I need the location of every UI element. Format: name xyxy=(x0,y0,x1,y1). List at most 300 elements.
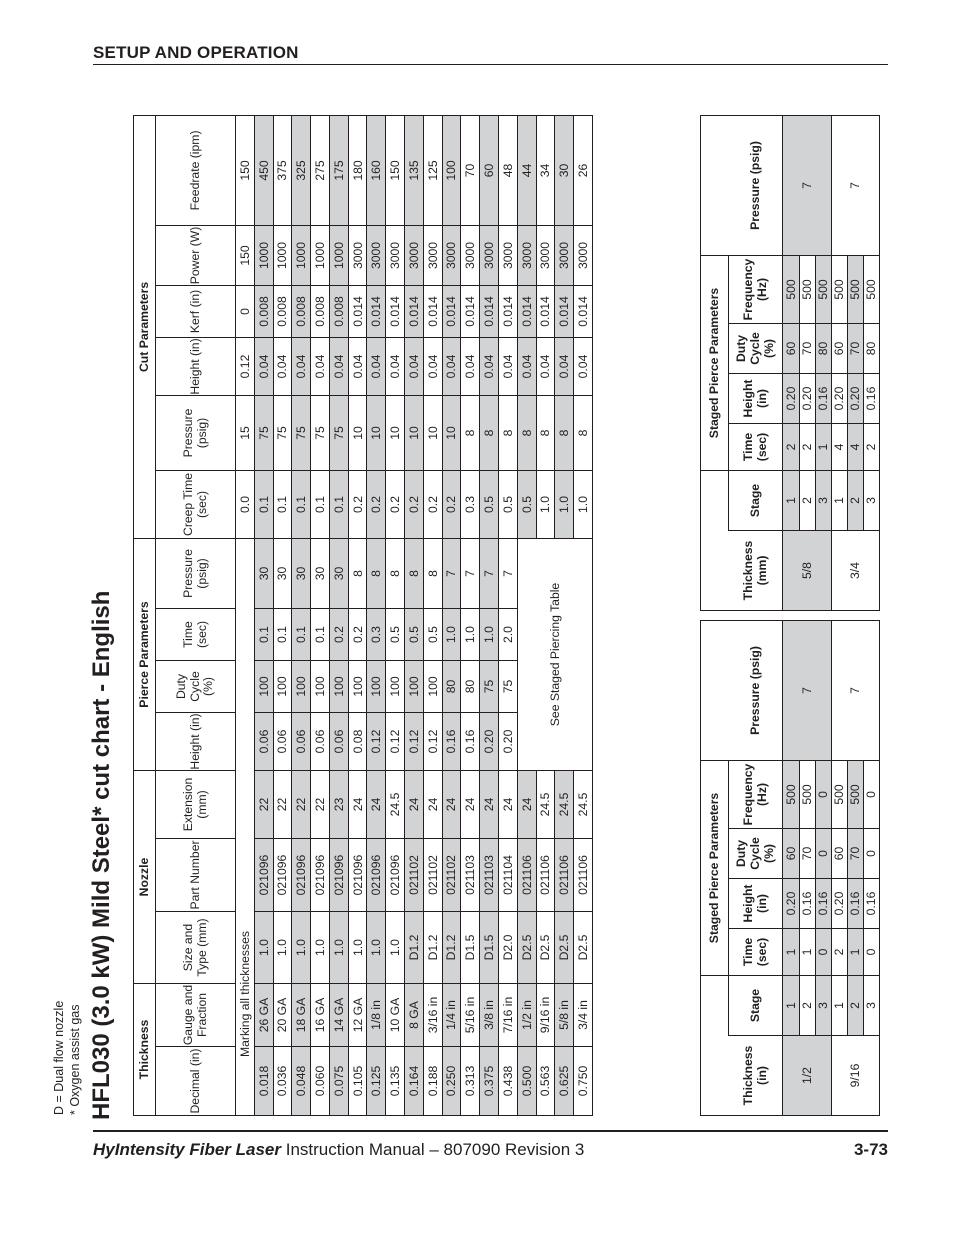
table-cell: 1.0 xyxy=(292,912,311,984)
table-cell: 021102 xyxy=(405,839,424,912)
table-cell: 021104 xyxy=(498,839,517,912)
table-cell: 0.16 xyxy=(863,879,879,929)
table-cell: 150 xyxy=(386,115,405,225)
table-cell: 75 xyxy=(311,395,330,470)
table-row xyxy=(498,115,517,1115)
table-cell: 500 xyxy=(783,760,799,828)
table-cell: 30 xyxy=(292,538,311,608)
col-header: Time (sec) xyxy=(729,424,783,471)
table-cell: 021106 xyxy=(555,839,574,912)
table-cell: 0.2 xyxy=(442,470,461,538)
table-cell: 30 xyxy=(254,538,273,608)
table-cell: 150 xyxy=(236,225,255,285)
table-cell: 1.0 xyxy=(311,912,330,984)
table-cell: D1.5 xyxy=(480,912,499,984)
table-cell: 24 xyxy=(480,771,499,839)
table-cell: 0.20 xyxy=(831,374,847,424)
chart-title: HFL030 (3.0 kW) Mild Steel* cut chart - English xyxy=(88,590,115,1120)
table-row xyxy=(348,115,367,1115)
table-cell: 021096 xyxy=(329,839,348,912)
table-row xyxy=(480,115,499,1115)
table-cell: 0.2 xyxy=(348,609,367,661)
col-header: Thickness (in) xyxy=(729,1036,783,1116)
table-cell: 0.563 xyxy=(536,1047,555,1116)
table-cell: 4 xyxy=(831,424,847,471)
cut-chart-table xyxy=(133,115,593,1116)
table-cell: 500 xyxy=(863,255,879,323)
table-cell: 0.04 xyxy=(367,337,386,395)
table-cell: 3/8 in xyxy=(480,984,499,1047)
table-cell: 0.500 xyxy=(517,1047,536,1116)
table-cell: 1 xyxy=(783,929,799,976)
col-header: Frequency (Hz) xyxy=(729,255,783,323)
table-cell: 100 xyxy=(367,661,386,713)
table-cell: 10 xyxy=(348,395,367,470)
table-cell: 0.20 xyxy=(498,713,517,771)
table-cell: 175 xyxy=(329,115,348,225)
table-cell: 23 xyxy=(329,771,348,839)
table-cell: 0.5 xyxy=(498,470,517,538)
table-cell: 0.2 xyxy=(386,470,405,538)
table-cell: 100 xyxy=(273,661,292,713)
table-cell: 3000 xyxy=(367,225,386,285)
table-cell: 0 xyxy=(863,760,879,828)
table-cell: 8 xyxy=(536,395,555,470)
table-cell: 0.1 xyxy=(329,470,348,538)
table-cell: 500 xyxy=(831,255,847,323)
table-cell: 500 xyxy=(847,255,863,323)
table-cell: 70 xyxy=(461,115,480,225)
table-cell: 0.1 xyxy=(292,609,311,661)
table-row xyxy=(386,115,405,1115)
table-row-marking xyxy=(236,115,255,1115)
table-cell: 0.3 xyxy=(367,609,386,661)
table-cell: 1.0 xyxy=(555,470,574,538)
table-cell: 0.014 xyxy=(517,285,536,337)
table-cell: 0 xyxy=(236,285,255,337)
table-cell: 3000 xyxy=(442,225,461,285)
table-row xyxy=(442,115,461,1115)
table-cell: 5/16 in xyxy=(461,984,480,1047)
table-cell: 0.014 xyxy=(405,285,424,337)
table-cell: 18 GA xyxy=(292,984,311,1047)
table-cell: 0.1 xyxy=(254,470,273,538)
table-cell: 0 xyxy=(815,929,831,976)
table-cell: 0.313 xyxy=(461,1047,480,1116)
table-cell: 160 xyxy=(367,115,386,225)
table-cell: 0.04 xyxy=(442,337,461,395)
table-cell: 8 xyxy=(517,395,536,470)
table-cell: 8 xyxy=(423,538,442,608)
table-cell: 8 xyxy=(574,395,593,470)
table-cell: 24 xyxy=(348,771,367,839)
table-cell: 3000 xyxy=(498,225,517,285)
table-cell: 450 xyxy=(254,115,273,225)
table-cell: 1.0 xyxy=(254,912,273,984)
table-cell: 3/4 in xyxy=(574,984,593,1047)
table-cell: 0.008 xyxy=(311,285,330,337)
table-cell: 0.008 xyxy=(273,285,292,337)
col-header: Decimal (in) xyxy=(156,1047,236,1116)
table-cell: 0.018 xyxy=(254,1047,273,1116)
table-cell: 0.20 xyxy=(799,374,815,424)
table-cell: 180 xyxy=(348,115,367,225)
pressure-cell: 7 xyxy=(783,620,831,760)
table-cell: 0.135 xyxy=(386,1047,405,1116)
table-cell: 8 xyxy=(498,395,517,470)
table-cell: 0.048 xyxy=(292,1047,311,1116)
table-cell: 75 xyxy=(292,395,311,470)
table-cell: 1.0 xyxy=(386,912,405,984)
table-cell: 15 xyxy=(236,395,255,470)
table-cell: 8 xyxy=(555,395,574,470)
group-nozzle: Nozzle xyxy=(134,771,156,984)
table-cell: 0.1 xyxy=(311,470,330,538)
table-cell: 0.04 xyxy=(405,337,424,395)
table-cell: 0.5 xyxy=(517,470,536,538)
table-cell: 021096 xyxy=(273,839,292,912)
table-cell: 24 xyxy=(498,771,517,839)
table-cell: 1/4 in xyxy=(442,984,461,1047)
table-cell: 8 xyxy=(367,538,386,608)
table-cell: 500 xyxy=(831,760,847,828)
table-cell: 1000 xyxy=(292,225,311,285)
table-cell: 1.0 xyxy=(536,470,555,538)
table-row xyxy=(292,115,311,1115)
table-cell: 0.2 xyxy=(348,470,367,538)
header-row xyxy=(701,115,729,610)
table-cell: 7 xyxy=(498,538,517,608)
table-cell: 10 xyxy=(423,395,442,470)
table-cell: 3 xyxy=(815,976,831,1036)
table-cell: 100 xyxy=(292,661,311,713)
table-cell: 3000 xyxy=(555,225,574,285)
table-cell: 021103 xyxy=(480,839,499,912)
table-cell: 22 xyxy=(311,771,330,839)
table-cell: 26 xyxy=(574,115,593,225)
table-cell: 3 xyxy=(815,471,831,531)
table-cell: 70 xyxy=(847,829,863,879)
table-cell: 9/16 in xyxy=(536,984,555,1047)
table-cell: 70 xyxy=(847,324,863,374)
table-cell: 0.04 xyxy=(536,337,555,395)
table-cell: 021096 xyxy=(348,839,367,912)
table-cell: 0.036 xyxy=(273,1047,292,1116)
table-cell: 0.04 xyxy=(292,337,311,395)
table-cell: 14 GA xyxy=(329,984,348,1047)
table-cell: 0.5 xyxy=(405,609,424,661)
table-row xyxy=(517,115,536,1115)
col-header: Pressure (psig) xyxy=(156,395,236,470)
col-header: Thickness (mm) xyxy=(729,531,783,611)
table-cell: 5/8 in xyxy=(555,984,574,1047)
table-cell: 22 xyxy=(254,771,273,839)
table-cell: 80 xyxy=(442,661,461,713)
table-cell: 1 xyxy=(783,471,799,531)
table-cell: 3 xyxy=(863,471,879,531)
header-row xyxy=(729,115,783,610)
table-cell: 0.014 xyxy=(574,285,593,337)
table-cell: 24.5 xyxy=(386,771,405,839)
table-cell: 0.2 xyxy=(367,470,386,538)
table-row xyxy=(254,115,273,1115)
table-cell: 3000 xyxy=(348,225,367,285)
table-cell: 10 GA xyxy=(386,984,405,1047)
table-cell: 021106 xyxy=(574,839,593,912)
table-cell: 1.0 xyxy=(348,912,367,984)
table-cell: 0.014 xyxy=(536,285,555,337)
table-cell: 0.20 xyxy=(831,879,847,929)
footer-brand: HyIntensity Fiber Laser xyxy=(93,1140,282,1159)
table-cell: 1 xyxy=(847,929,863,976)
table-cell: 375 xyxy=(273,115,292,225)
col-header: Duty Cycle (%) xyxy=(729,324,783,374)
page-number: 3-73 xyxy=(853,1140,888,1159)
table-cell: 3000 xyxy=(517,225,536,285)
table-cell: 4 xyxy=(847,424,863,471)
col-header: Duty Cycle (%) xyxy=(729,829,783,879)
table-cell: 2 xyxy=(863,424,879,471)
table-cell: 500 xyxy=(799,255,815,323)
table-cell: 3000 xyxy=(574,225,593,285)
staged-piercing-note: See Staged Piercing Table xyxy=(517,538,592,770)
table-cell: D1.2 xyxy=(423,912,442,984)
staged-pierce-table-inch xyxy=(700,620,880,1116)
table-cell: 500 xyxy=(799,760,815,828)
table-cell: 1.0 xyxy=(273,912,292,984)
table-cell: 0.12 xyxy=(236,337,255,395)
footer xyxy=(93,1140,584,1160)
table-cell: 150 xyxy=(236,115,255,225)
header-spacer xyxy=(701,976,729,1116)
col-header: Height (in) xyxy=(156,337,236,395)
table-row xyxy=(461,115,480,1115)
group-staged-pierce: Staged Pierce Parameters xyxy=(701,760,729,975)
table-cell: 0.060 xyxy=(311,1047,330,1116)
table-cell: 0.08 xyxy=(348,713,367,771)
table-cell: 0.105 xyxy=(348,1047,367,1116)
table-cell: 80 xyxy=(461,661,480,713)
col-header: Pressure (psig) xyxy=(729,620,783,760)
table-cell: 10 xyxy=(367,395,386,470)
table-cell: 7 xyxy=(442,538,461,608)
table-cell: 60 xyxy=(831,829,847,879)
table-cell: 10 xyxy=(405,395,424,470)
table-cell: 24.5 xyxy=(536,771,555,839)
table-cell: 24 xyxy=(461,771,480,839)
table-cell: D1.2 xyxy=(405,912,424,984)
table-cell: 70 xyxy=(799,324,815,374)
table-cell: 0.188 xyxy=(423,1047,442,1116)
table-cell: 0.06 xyxy=(292,713,311,771)
table-cell: 2.0 xyxy=(498,609,517,661)
table-cell: 1 xyxy=(799,929,815,976)
pressure-cell: 7 xyxy=(831,115,879,255)
col-header: Height (in) xyxy=(729,374,783,424)
table-cell: 24 xyxy=(367,771,386,839)
table-cell: 100 xyxy=(386,661,405,713)
table-cell: 2 xyxy=(847,976,863,1036)
table-cell: 20 GA xyxy=(273,984,292,1047)
table-cell: 0.06 xyxy=(254,713,273,771)
table-cell: 135 xyxy=(405,115,424,225)
table-cell: 24 xyxy=(423,771,442,839)
table-cell: 75 xyxy=(273,395,292,470)
pressure-cell: 7 xyxy=(783,115,831,255)
table-cell: 80 xyxy=(863,324,879,374)
table-cell: 0.06 xyxy=(273,713,292,771)
table-cell: 60 xyxy=(831,324,847,374)
table-cell: 0.125 xyxy=(367,1047,386,1116)
table-row xyxy=(783,620,799,1115)
thickness-cell: 1/2 xyxy=(783,1036,831,1116)
table-cell: 0.04 xyxy=(329,337,348,395)
table-cell: 24 xyxy=(405,771,424,839)
table-cell: 0.12 xyxy=(367,713,386,771)
table-cell: D2.5 xyxy=(574,912,593,984)
table-cell: 0.16 xyxy=(442,713,461,771)
table-cell: 0.20 xyxy=(783,879,799,929)
header-spacer xyxy=(701,471,729,611)
col-header: Kerf (in) xyxy=(156,285,236,337)
table-cell: 021096 xyxy=(292,839,311,912)
table-cell: 0.625 xyxy=(555,1047,574,1116)
table-cell: 100 xyxy=(442,115,461,225)
table-cell: 021096 xyxy=(311,839,330,912)
col-header: Size and Type (mm) xyxy=(156,912,236,984)
table-cell: 100 xyxy=(254,661,273,713)
table-cell: 021103 xyxy=(461,839,480,912)
table-cell: 1000 xyxy=(273,225,292,285)
table-cell: 0.014 xyxy=(423,285,442,337)
table-cell: 22 xyxy=(292,771,311,839)
table-cell: 0.075 xyxy=(329,1047,348,1116)
table-cell: 0.06 xyxy=(329,713,348,771)
table-cell: 1000 xyxy=(329,225,348,285)
table-cell: 1/2 in xyxy=(517,984,536,1047)
table-cell: 0.014 xyxy=(498,285,517,337)
footer-text: Instruction Manual – 807090 Revision 3 xyxy=(285,1140,585,1159)
marking-label: Marking all thicknesses xyxy=(236,538,255,1115)
col-header: Power (W) xyxy=(156,225,236,285)
table-cell: 0.438 xyxy=(498,1047,517,1116)
table-cell: 0.3 xyxy=(461,470,480,538)
table-cell: 24 xyxy=(442,771,461,839)
table-cell: 1000 xyxy=(311,225,330,285)
table-cell: 0.20 xyxy=(783,374,799,424)
table-cell: 3000 xyxy=(480,225,499,285)
table-cell: 75 xyxy=(498,661,517,713)
table-cell: 1000 xyxy=(254,225,273,285)
table-cell: 8 xyxy=(405,538,424,608)
table-cell: 021096 xyxy=(386,839,405,912)
header-row xyxy=(701,620,729,1115)
table-cell: 0.2 xyxy=(329,609,348,661)
table-cell: 0.16 xyxy=(863,374,879,424)
table-cell: 2 xyxy=(799,471,815,531)
table-cell: 0 xyxy=(863,829,879,879)
table-cell: 0.04 xyxy=(348,337,367,395)
table-cell: 0.014 xyxy=(367,285,386,337)
table-cell: 100 xyxy=(405,661,424,713)
table-cell: 0.2 xyxy=(423,470,442,538)
table-cell: 1 xyxy=(831,976,847,1036)
table-cell: 0 xyxy=(863,929,879,976)
table-cell: 021096 xyxy=(254,839,273,912)
table-cell: 325 xyxy=(292,115,311,225)
table-cell: 0.04 xyxy=(480,337,499,395)
group-staged-pierce: Staged Pierce Parameters xyxy=(701,255,729,470)
col-header: Height (in) xyxy=(729,879,783,929)
table-row xyxy=(329,115,348,1115)
table-cell: 0.014 xyxy=(442,285,461,337)
table-cell: 3 xyxy=(863,976,879,1036)
table-cell: 0.04 xyxy=(311,337,330,395)
table-cell: 2 xyxy=(799,424,815,471)
table-cell: 100 xyxy=(348,661,367,713)
table-cell: 0.16 xyxy=(799,879,815,929)
table-cell: 0.5 xyxy=(386,609,405,661)
col-header: Time (sec) xyxy=(156,609,236,661)
table-cell: 1.0 xyxy=(329,912,348,984)
table-cell: 0.1 xyxy=(273,609,292,661)
col-header: Duty Cycle (%) xyxy=(156,661,236,713)
table-cell: 0.014 xyxy=(480,285,499,337)
col-header: Pressure (psig) xyxy=(156,538,236,608)
table-cell: 2 xyxy=(831,929,847,976)
table-row xyxy=(783,115,799,610)
table-cell: 60 xyxy=(783,324,799,374)
header-spacer xyxy=(701,115,729,255)
table-cell: 30 xyxy=(329,538,348,608)
table-cell: 24.5 xyxy=(555,771,574,839)
staged-table-2-rotated xyxy=(700,116,880,611)
table-cell: 8 GA xyxy=(405,984,424,1047)
table-cell: 70 xyxy=(799,829,815,879)
col-header: Time (sec) xyxy=(729,929,783,976)
table-cell: 3/16 in xyxy=(423,984,442,1047)
group-pierce: Pierce Parameters xyxy=(134,538,156,770)
header-spacer xyxy=(701,620,729,760)
table-cell: 75 xyxy=(329,395,348,470)
table-cell: D1.2 xyxy=(442,912,461,984)
table-cell: 500 xyxy=(847,760,863,828)
table-row xyxy=(831,115,847,610)
footer-rule xyxy=(93,1130,888,1132)
table-row xyxy=(405,115,424,1115)
table-cell: 0.1 xyxy=(254,609,273,661)
col-header: Stage xyxy=(729,471,783,531)
table-row xyxy=(423,115,442,1115)
table-cell: 0.2 xyxy=(405,470,424,538)
table-cell: 0.014 xyxy=(555,285,574,337)
table-cell: 0.04 xyxy=(386,337,405,395)
table-cell: 2 xyxy=(783,424,799,471)
col-header: Feedrate (ipm) xyxy=(156,115,236,225)
table-cell: 2 xyxy=(799,976,815,1036)
pressure-cell: 7 xyxy=(831,620,879,760)
table-cell: 0.014 xyxy=(461,285,480,337)
table-cell: 44 xyxy=(517,115,536,225)
table-cell: 24 xyxy=(517,771,536,839)
table-cell: 1.0 xyxy=(367,912,386,984)
table-cell: D2.5 xyxy=(536,912,555,984)
oxygen-note: * Oxygen assist gas xyxy=(68,1004,82,1115)
table-cell: 0.008 xyxy=(329,285,348,337)
table-cell: 100 xyxy=(311,661,330,713)
table-cell: 021106 xyxy=(517,839,536,912)
table-cell: 0.008 xyxy=(254,285,273,337)
